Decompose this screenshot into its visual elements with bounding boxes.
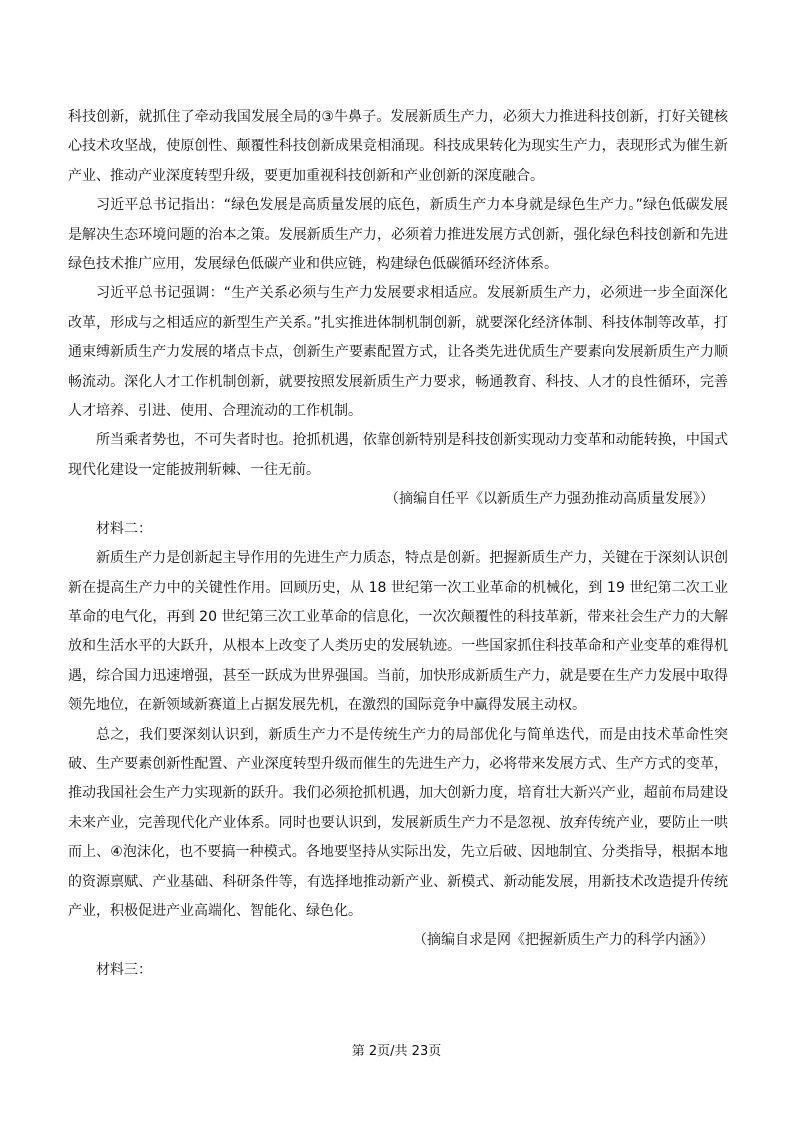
paragraph-green-development: 习近平总书记指出：“绿色发展是高质量发展的底色，新质生产力本身就是绿色生产力。”绿色低碳发展是解决生态环境问题的治本之策。发展新质生产力，必须着力推进发展方式创新，强化绿色科技创新和先进绿色技术推广应用，发展绿色低碳产业和供应链，构建绿色低碳循环经济体系。	[68, 197, 728, 273]
page-number-footer: 第 2页/共 23页	[351, 1044, 442, 1059]
paragraph-production-relations: 习近平总书记强调：“生产关系必须与生产力发展要求相适应。发展新质生产力，必须进一步全面深化改革，形成与之相适应的新型生产关系。”扎实推进体制机制创新，就要深化经济体制、科技体制等改革，打通束缚新质生产力发展的堵点卡点，创新生产要素配置方式，让各类先进优质生产要素向发展新质生产力顺畅流动。深化人才工作机制创新，就要按照发展新质生产力要求，畅通教育、科技、人才的良性循环，完善人才培养、引进、使用、合理流动的工作机制。	[68, 285, 728, 420]
material-two-heading: 材料二：	[96, 520, 152, 537]
paragraph-seize-opportunity: 所当乘者势也，不可失者时也。抢抓机遇，依靠创新特别是科技创新实现动力变革和动能转换，中国式现代化建设一定能披荆斩棘、一往无前。	[68, 432, 728, 478]
source-citation-1: （摘编自任平《以新质生产力强劲推动高质量发展》）	[385, 491, 714, 508]
paragraph-continuation: 科技创新，就抓住了牵动我国发展全局的③牛鼻子。发展新质生产力，必须大力推进科技创新，打好关键核心技术攻坚战，使原创性、颠覆性科技创新成果竞相涌现。科技成果转化为现实生产力，表现形式为催生新产业、推动产业深度转型升级，要更加重视科技创新和产业创新的深度融合。	[68, 109, 728, 184]
paragraph-summary: 总之，我们要深刻认识到，新质生产力不是传统生产力的局部优化与简单迭代，而是由技术革命性突破、生产要素创新性配置、产业深度转型升级而催生的先进生产力，必将带来发展方式、生产方式的变革，推动我国社会生产力实现新的跃升。我们必须抢抓机遇，加大创新力度，培育壮大新兴产业，超前布局建设未来产业，完善现代化产业体系。同时也要认识到，发展新质生产力不是忽视、放弃传统产业，要防止一哄而上、④泡沫化，也不要搞一种模式。各地要坚持从实际出发，先立后破、因地制宜、分类指导，根据本地的资源禀赋、产业基础、科研条件等，有选择地推动新产业、新模式、新动能发展，用新技术改造提升传统产业，积极促进产业高端化、智能化、绿色化。	[68, 726, 728, 919]
paragraph-innovation-history: 新质生产力是创新起主导作用的先进生产力质态，特点是创新。把握新质生产力，关键在于深刻认识创新在提高生产力中的关键性作用。回顾历史，从 18 世纪第一次工业革命的机械化，到 19 世纪第二次工业革命的电气化，再到 20 世纪第三次工业革命的信息化，一次次颠覆性的科技革新，带来社会生产力的大解放和生活水平的大跃升，从根本上改变了人类历史的发展轨迹。一些国家抓住科技革命和产业变革的难得机遇，综合国力迅速增强，甚至一跃成为世界强国。当前，加快形成新质生产力，就是要在生产力发展中取得领先地位，在新领域新赛道上占据发展先机，在激烈的国际竞争中赢得发展主动权。	[68, 550, 728, 714]
source-citation-2: （摘编自求是网《把握新质生产力的科学内涵》）	[413, 932, 714, 949]
document-body	[68, 103, 728, 985]
material-three-heading: 材料三：	[96, 961, 152, 978]
